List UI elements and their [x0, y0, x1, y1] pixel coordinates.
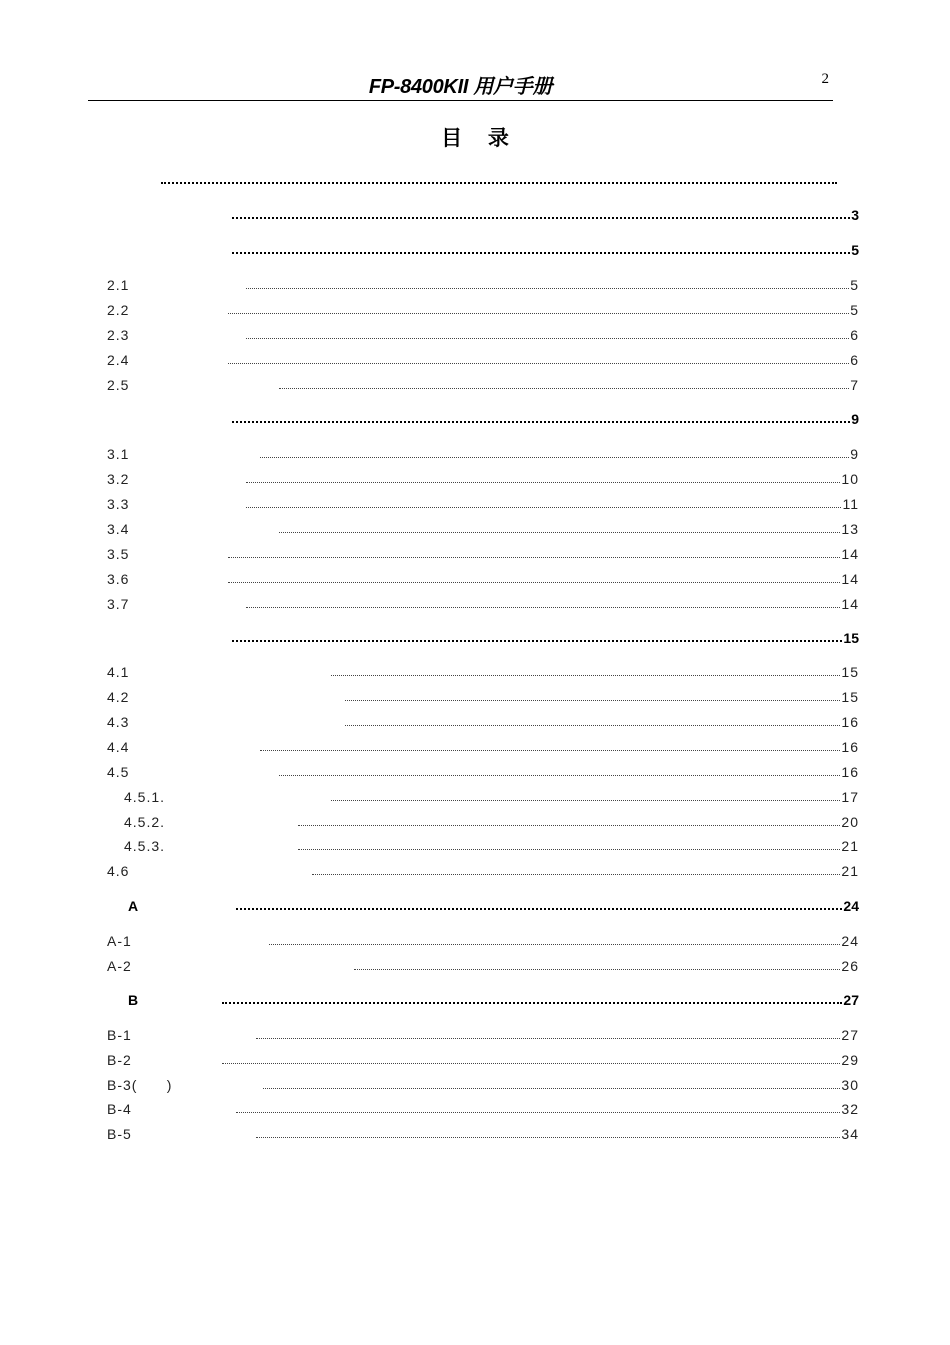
toc-entry-page: 6 — [850, 327, 859, 343]
toc-dot-leader — [269, 932, 840, 945]
toc-entry-number: B-1 — [107, 1027, 132, 1043]
toc-entry-page: 15 — [841, 664, 859, 680]
toc-entry[interactable] — [107, 988, 859, 1008]
toc-entry-page: 32 — [841, 1101, 859, 1117]
toc-entry[interactable] — [107, 1122, 859, 1142]
toc-entry[interactable] — [107, 323, 859, 343]
toc-dot-leader — [228, 545, 840, 558]
toc-entry-number: 3.1 — [107, 446, 130, 462]
toc-entry-number: 3.6 — [107, 571, 130, 587]
toc-entry-page: 9 — [850, 446, 859, 462]
page-number: 2 — [821, 71, 829, 87]
toc-entry[interactable] — [107, 168, 838, 188]
toc-entry-page: 29 — [841, 1052, 859, 1068]
toc-entry-page: 15 — [843, 630, 859, 646]
toc-entry[interactable] — [107, 298, 859, 318]
toc-entry-number: 4.5.2. — [124, 814, 166, 830]
toc-entry[interactable] — [107, 1073, 859, 1093]
toc-entry-number: 3.3 — [107, 496, 130, 512]
toc-entry[interactable] — [107, 735, 859, 755]
toc-dot-leader — [312, 862, 840, 875]
toc-entry[interactable] — [107, 348, 859, 368]
toc-dot-leader — [331, 663, 840, 676]
toc-entry-page: 15 — [841, 689, 859, 705]
toc-entry[interactable] — [107, 1023, 859, 1043]
toc-entry-page: 13 — [841, 521, 859, 537]
toc-entry-number: 3.7 — [107, 596, 130, 612]
toc-entry-page: 16 — [841, 739, 859, 755]
toc-entry-number: B-3 — [107, 1077, 132, 1093]
toc-entry-page: 5 — [851, 242, 859, 258]
toc-entry-number: 4.4 — [107, 739, 130, 755]
toc-dot-leader — [246, 595, 840, 608]
toc-entry-number: 2.1 — [107, 277, 130, 293]
toc-entry[interactable] — [107, 929, 859, 949]
toc-entry[interactable] — [107, 492, 859, 512]
toc-dot-leader — [246, 470, 840, 483]
toc-dot-leader — [222, 990, 842, 1004]
toc-entry[interactable] — [107, 273, 859, 293]
toc-dot-leader — [279, 520, 840, 533]
toc-entry[interactable] — [107, 407, 859, 427]
toc-entry[interactable] — [107, 626, 859, 646]
toc-entry-number: 2.2 — [107, 302, 130, 318]
toc-dot-leader — [298, 837, 840, 850]
toc-entry-number: 3.2 — [107, 471, 130, 487]
toc-entry[interactable] — [107, 834, 859, 854]
toc-entry[interactable] — [107, 685, 859, 705]
toc-heading: 目 录 — [441, 127, 519, 150]
toc-dot-leader — [256, 1026, 840, 1039]
toc-dot-leader — [228, 570, 840, 583]
toc-entry-page: 11 — [842, 496, 859, 512]
toc-dot-leader — [232, 628, 842, 642]
toc-dot-leader — [246, 276, 849, 289]
toc-entry-page: 14 — [841, 571, 859, 587]
toc-entry[interactable] — [107, 567, 859, 587]
toc-entry-page: 21 — [841, 838, 859, 854]
toc-entry-page: 16 — [841, 764, 859, 780]
toc-entry-number: 3.5 — [107, 546, 130, 562]
toc-entry-number: B-2 — [107, 1052, 132, 1068]
toc-entry-number: 4.5.1. — [124, 789, 166, 805]
toc-entry-number: B-4 — [107, 1101, 132, 1117]
toc-dot-leader — [232, 409, 850, 423]
toc-entry[interactable] — [107, 660, 859, 680]
toc-dot-leader — [232, 240, 850, 254]
toc-entry-page: 14 — [841, 546, 859, 562]
toc-entry[interactable] — [107, 859, 859, 879]
toc-dot-leader — [222, 1051, 840, 1064]
toc-entry-page: 20 — [841, 814, 859, 830]
toc-entry-number: B — [128, 992, 139, 1008]
toc-entry[interactable] — [107, 203, 859, 223]
toc-dot-leader — [246, 495, 841, 508]
toc-entry-number: 2.4 — [107, 352, 130, 368]
toc-entry-number: A — [128, 898, 139, 914]
toc-entry-page: 10 — [841, 471, 859, 487]
toc-dot-leader — [246, 326, 849, 339]
toc-entry-number: 4.2 — [107, 689, 130, 705]
toc-entry-number: A-1 — [107, 933, 132, 949]
toc-entry-page: 17 — [841, 789, 859, 805]
toc-entry[interactable] — [107, 517, 859, 537]
toc-dot-leader — [263, 1076, 840, 1089]
toc-entry-page: 27 — [841, 1027, 859, 1043]
toc-entry[interactable] — [107, 760, 859, 780]
toc-dot-leader — [345, 713, 840, 726]
toc-entry[interactable] — [107, 810, 859, 830]
toc-entry-number: B-5 — [107, 1126, 132, 1142]
toc-dot-leader — [345, 688, 840, 701]
toc-entry[interactable] — [107, 238, 859, 258]
toc-dot-leader — [232, 205, 850, 219]
toc-dot-leader — [161, 170, 837, 184]
toc-entry-page: 21 — [841, 863, 859, 879]
document-title: FP-8400KII 用户手册 — [368, 76, 553, 98]
toc-entry-page: 9 — [851, 411, 859, 427]
toc-entry-page: 30 — [841, 1077, 859, 1093]
toc-entry[interactable] — [107, 467, 859, 487]
toc-dot-leader — [279, 763, 840, 776]
toc-entry-page: 27 — [843, 992, 859, 1008]
toc-entry[interactable] — [107, 442, 859, 462]
toc-dot-leader — [331, 788, 840, 801]
toc-entry[interactable] — [107, 710, 859, 730]
toc-dot-leader — [279, 376, 849, 389]
toc-entry-page: 16 — [841, 714, 859, 730]
toc-entry-number: 2.3 — [107, 327, 130, 343]
toc-entry[interactable] — [107, 592, 859, 612]
toc-entry[interactable] — [107, 1097, 859, 1117]
toc-entry-page: 14 — [841, 596, 859, 612]
toc-entry-page: 5 — [850, 277, 859, 293]
toc-entry-page: 24 — [843, 898, 859, 914]
toc-dot-leader — [228, 301, 849, 314]
toc-entry-number: 2.5 — [107, 377, 130, 393]
toc-entry-page: 7 — [850, 377, 859, 393]
toc-dot-leader — [260, 738, 840, 751]
toc-entry[interactable] — [107, 542, 859, 562]
toc-entry-number: 4.1 — [107, 664, 130, 680]
toc-entry-page: 3 — [851, 207, 859, 223]
toc-entry-number: 4.5 — [107, 764, 130, 780]
toc-dot-leader — [354, 957, 840, 970]
toc-entry-number: 4.5.3. — [124, 838, 166, 854]
toc-dot-leader — [236, 896, 842, 910]
toc-dot-leader — [298, 813, 840, 826]
toc-entry-page: 34 — [841, 1126, 859, 1142]
toc-entry[interactable] — [107, 894, 859, 914]
toc-entry-text: ( ) — [131, 1077, 173, 1093]
toc-entry-page: 24 — [841, 933, 859, 949]
toc-dot-leader — [256, 1125, 840, 1138]
toc-entry[interactable] — [107, 954, 859, 974]
toc-dot-leader — [236, 1100, 840, 1113]
toc-entry[interactable] — [107, 1048, 859, 1068]
toc-entry-page: 26 — [841, 958, 859, 974]
toc-entry[interactable] — [107, 373, 859, 393]
toc-entry-page: 5 — [850, 302, 859, 318]
toc-entry-page: 6 — [850, 352, 859, 368]
toc-entry[interactable] — [107, 785, 859, 805]
toc-entry-number: 3.4 — [107, 521, 130, 537]
toc-entry-number: 4.6 — [107, 863, 130, 879]
toc-entry-number: A-2 — [107, 958, 132, 974]
toc-dot-leader — [228, 351, 849, 364]
toc-entry-number: 4.3 — [107, 714, 130, 730]
toc-dot-leader — [260, 445, 849, 458]
